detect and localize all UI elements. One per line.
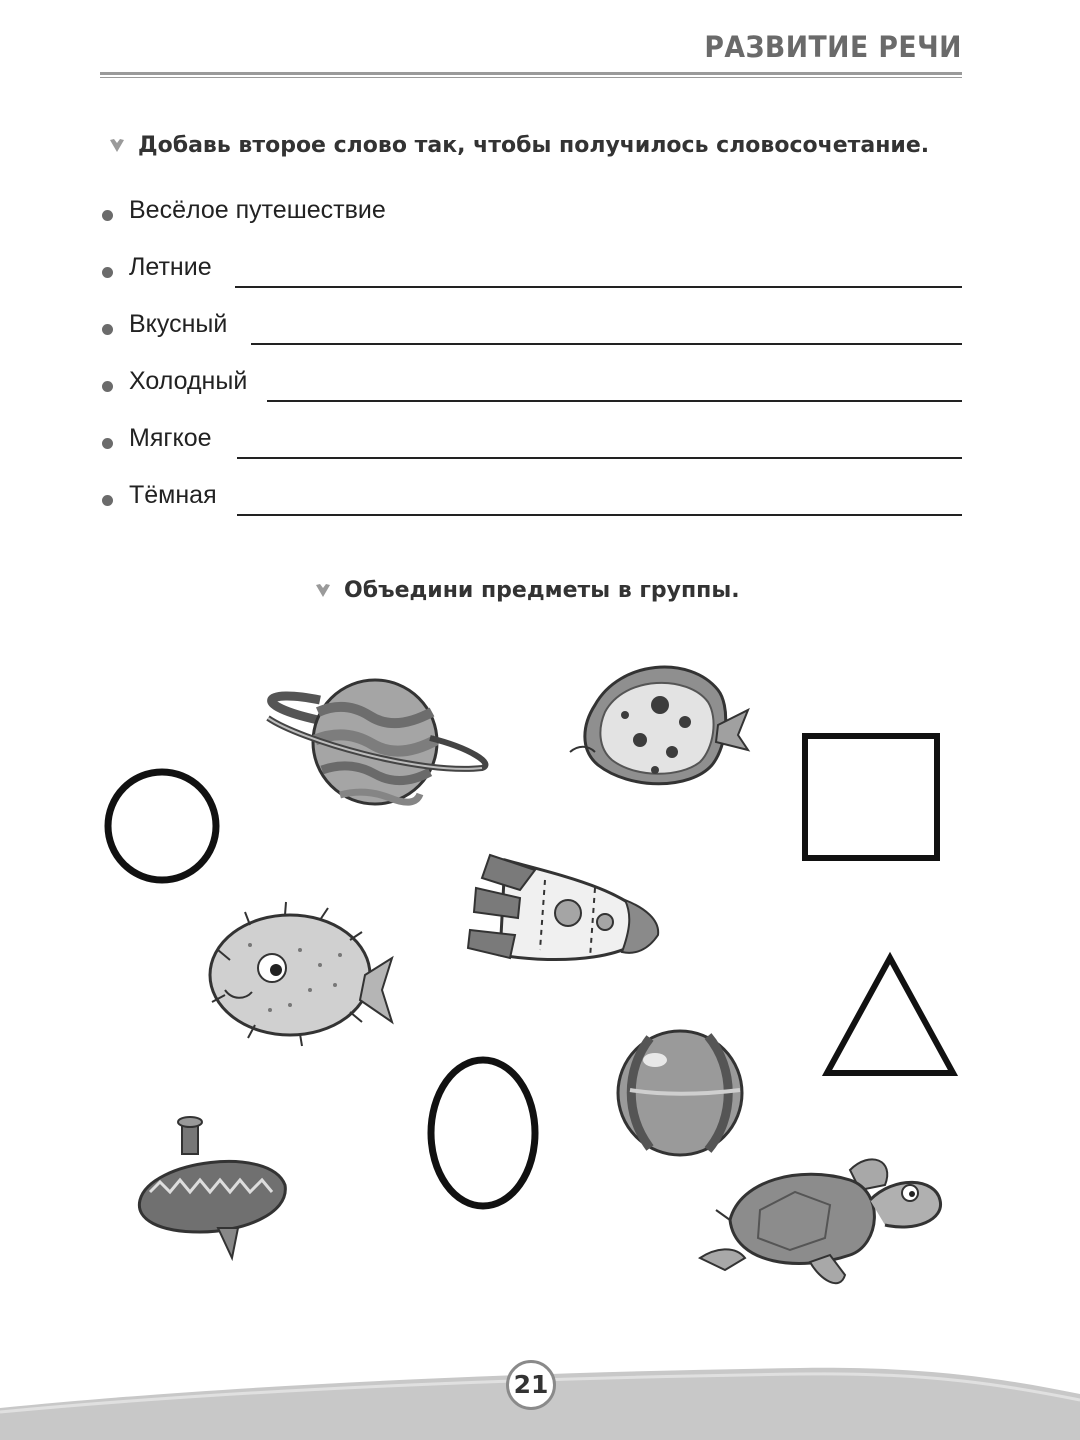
rocket-icon[interactable] [468,855,658,960]
section-title: РАЗВИТИЕ РЕЧИ [704,30,962,64]
page-number: 21 [506,1360,556,1410]
list-item-label: Мягкое [129,424,212,452]
list-item-label: Весёлое путешествие [129,196,386,224]
oval-shape[interactable] [431,1060,535,1206]
list-item-label: Тёмная [129,481,217,509]
turtle-icon[interactable] [700,1159,941,1283]
list-item-label: Вкусный [129,310,228,338]
task2-title: Объедини предметы в группы. [344,578,740,603]
list-item-label: Летние [129,253,212,281]
pufferfish-icon[interactable] [210,902,392,1046]
circle-shape[interactable] [108,772,216,880]
planet-icon[interactable] [268,680,485,804]
ball-icon[interactable] [618,1031,742,1155]
list-item-label: Холодный [129,367,248,395]
flatfish-icon[interactable] [570,667,748,784]
spinning-top-icon[interactable] [139,1117,285,1258]
triangle-shape[interactable] [827,958,953,1073]
square-shape[interactable] [805,736,937,858]
task1-title: Добавь второе слово так, чтобы получилось словосочетание. [138,133,930,158]
